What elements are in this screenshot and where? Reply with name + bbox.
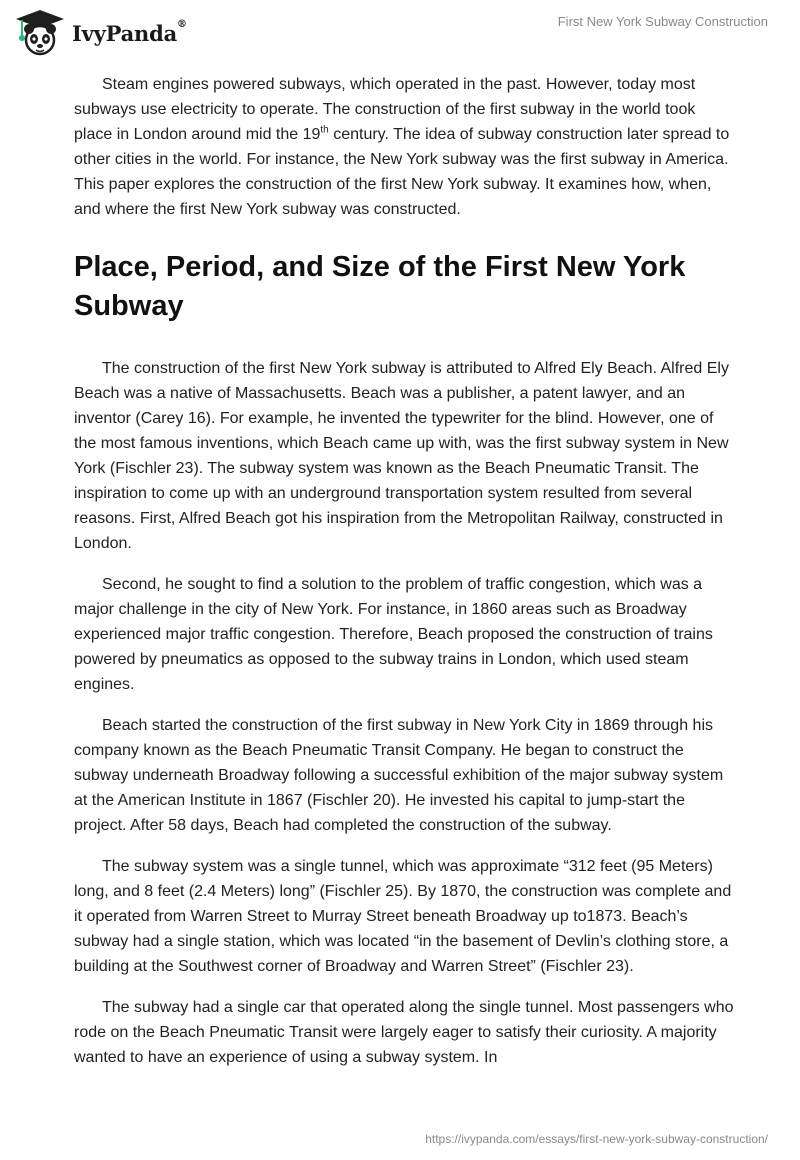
- intro-paragraph: Steam engines powered subways, which operated in the past. However, today most subways use electricity to operate. The construction of the first subway in the world took place in London around mid the 19th century. The idea of subway construction later spread to other cities in the world. For instance, the New York subway was the first subway in America. This paper explores the construction of the first New York subway. It examines how, when, and where the first New York subway was constructed.: [74, 76, 730, 218]
- page-header: [0, 0, 800, 70]
- body-paragraph: The subway had a single car that operated along the single tunnel. Most passengers who rode on the Beach Pneumatic Transit were largely eager to satisfy their curiosity. A majority wanted to have an experience of using a subway system. In: [74, 999, 734, 1066]
- essay-body: [74, 72, 734, 1086]
- body-paragraph: The subway system was a single tunnel, which was approximate “312 feet (95 Meters) long, and 8 feet (2.4 Meters) long” (Fischler 25). By 1870, the construction was complete and it operated from Warren Street to Murray Street beneath Broadway up to1873. Beach’s subway had a single station, which was located “in the basement of Devlin’s clothing store, a building at the Southwest corner of Broadway and Warren Street” (Fischler 23).: [74, 858, 732, 975]
- section-heading: Place, Period, and Size of the First New York Subway: [74, 251, 686, 322]
- document-title: First New York Subway Construction: [557, 14, 768, 29]
- source-url[interactable]: https://ivypanda.com/essays/first-new-york-subway-construction/: [425, 1132, 768, 1146]
- body-paragraph: Second, he sought to find a solution to the problem of traffic congestion, which was a major challenge in the city of New York. For instance, in 1860 areas such as Broadway experienced major traffic congestion. Therefore, Beach proposed the construction of trains powered by pneumatics as opposed to the subway trains in London, which used steam engines.: [74, 576, 713, 693]
- logo-wordmark: IvyPanda®: [72, 18, 187, 46]
- ivypanda-logo[interactable]: [14, 8, 187, 58]
- body-paragraph: The construction of the first New York subway is attributed to Alfred Ely Beach. Alfred Ely Beach was a native of Massachusetts. Beach was a publisher, a patent lawyer, and an inventor (Carey 16). For example, he invented the typewriter for the blind. However, one of the most famous inventions, which Beach came up with, was the first subway system in New York (Fischler 23). The subway system was known as the Beach Pneumatic Transit. The inspiration to come up with an underground transportation system resulted from several reasons. First, Alfred Beach got his inspiration from the Metropolitan Railway, constructed in London.: [74, 360, 729, 552]
- panda-graduate-icon: [14, 8, 66, 58]
- body-paragraph: Beach started the construction of the first subway in New York City in 1869 through his company known as the Beach Pneumatic Transit Company. He began to construct the subway underneath Broadway following a successful exhibition of the major subway system at the American Institute in 1867 (Fischler 20). He invested his capital to jump-start the project. After 58 days, Beach had completed the construction of the subway.: [74, 717, 724, 834]
